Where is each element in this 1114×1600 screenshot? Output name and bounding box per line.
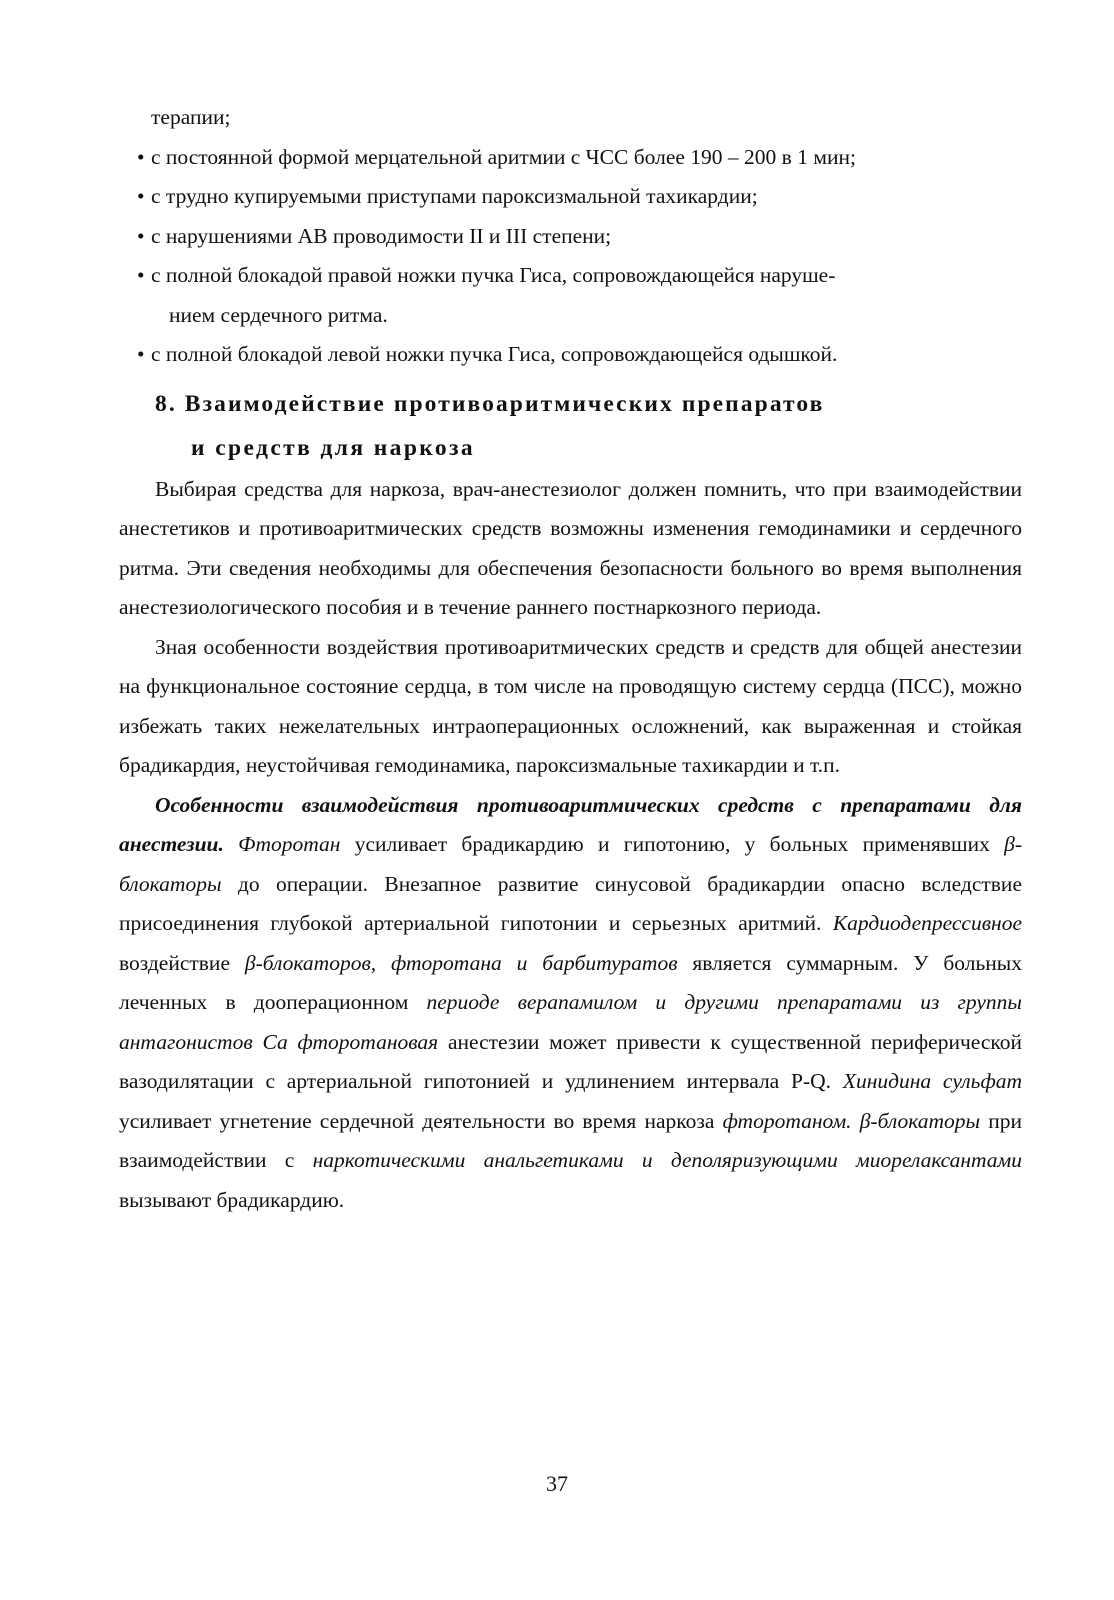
list-item-continuation: нием сердечного ритма. (169, 302, 388, 327)
bullet-icon: • (137, 144, 145, 169)
list-item-text: с трудно купируемыми приступами пароксизмальной тахикардии; (151, 184, 758, 208)
run-text: усиливает брадикардию и гипотонию, у больных применявших (340, 832, 1005, 856)
run-text: усиливает угнетение сердечной деятельности во время наркоза (119, 1108, 723, 1133)
list-item (119, 335, 1022, 375)
list-item (119, 177, 1022, 217)
section-heading-line-1: 8. Взаимодействие противоаритмических препаратов (155, 390, 825, 417)
section-heading (155, 382, 1022, 470)
continuation-line: терапии; (151, 105, 231, 129)
paragraph-3 (119, 786, 1022, 1221)
run-drug-name: фторотаном. β-блокаторы (722, 1108, 981, 1133)
list-item-text: с постоянной формой мерцательной аритмии с ЧСС более 190 – 200 в 1 мин; (151, 144, 856, 169)
bullet-icon: • (137, 184, 145, 208)
run-drug-name: β-блокаторов, фторотана и барбитуратов (244, 950, 678, 975)
run-drug-name: Фторотан (238, 832, 341, 856)
list-item-text: с нарушениями АВ проводимости II и III степени; (151, 223, 612, 248)
list-item (119, 256, 1022, 335)
run-drug-name: наркотическими анальгетиками и деполяризующими миорелаксантами (312, 1148, 1022, 1172)
run-subheading: Особенности взаимодействия противоаритмических средств с препаратами для анестезии. (119, 792, 1022, 856)
contraindication-list (119, 138, 1022, 375)
run-drug-name: Хинидина сульфат (842, 1069, 1022, 1093)
list-item (119, 138, 1022, 178)
run-text: является суммарным. У больных леченных в дооперационном (119, 950, 1022, 1014)
list-item-text: с полной блокадой правой ножки пучка Гиса, сопровождающейся наруше- (151, 263, 836, 287)
page-content (119, 98, 1022, 1220)
bullet-icon: • (137, 342, 145, 366)
page-number: 37 (546, 1471, 568, 1496)
paragraph-2: Зная особенности воздействия противоаритмических средств и средств для общей анестезии на функциональное состояние сердца, в том числе на проводящую систему сердца (ПСС), можно избежать таких нежелательных интраоперационных осложнений, как выраженная и стойкая брадикардия, неустойчивая гемодинамика, пароксизмальные тахикардии и т.п. (119, 634, 1022, 777)
run-text (224, 832, 238, 856)
run-text: вызывают брадикардию. (119, 1187, 345, 1212)
list-item (119, 217, 1022, 257)
run-drug-name: периоде верапамилом и другими препаратами из группы антагонистов Са фторотановая (119, 990, 1022, 1054)
run-text: анестезии может привести к существенной периферической вазодилятации с артериальной гипотонией и удлинением интервала P-Q. (119, 1029, 1022, 1093)
list-item-text: с полной блокадой левой ножки пучка Гиса, сопровождающейся одышкой. (151, 342, 838, 366)
paragraph-1: Выбирая средства для наркоза, врач-анестезиолог должен помнить, что при взаимодействии анестетиков и противоаритмических средств возможны изменения гемодинамики и сердечного ритма. Эти сведения необходимы для обеспечения безопасности больного во время выполнения анестезиологического пособия и в течение раннего постнаркозного периода. (119, 476, 1022, 619)
run-text: до операции. Внезапное развитие синусовой брадикардии опасно вследствие присоединения глубокой артериальной гипотонии и серьезных аритмий. (119, 871, 1022, 935)
section-heading-line-2: и средств для наркоза (191, 434, 476, 461)
run-text: при взаимодействии с (119, 1108, 1022, 1172)
run-text: воздействие (119, 950, 245, 975)
run-term: Кардиодепрессивное (832, 911, 1022, 935)
bullet-icon: • (137, 263, 145, 287)
bullet-icon: • (137, 223, 145, 248)
run-drug-name: β-блокаторы (119, 832, 1023, 896)
